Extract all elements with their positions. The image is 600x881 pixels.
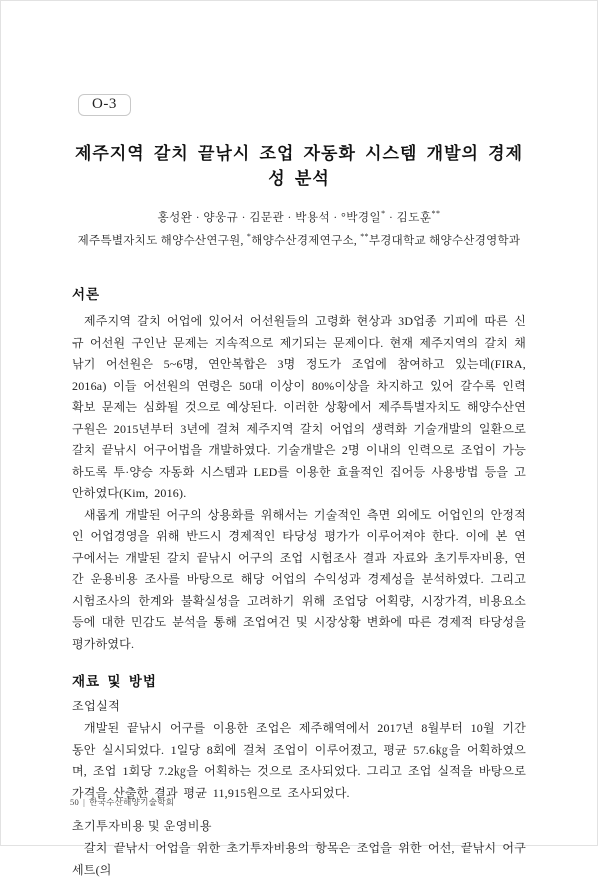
section-heading-intro: 서론 bbox=[72, 287, 101, 302]
page-content bbox=[1, 1, 597, 881]
affiliation-double-asterisk: ** bbox=[360, 232, 369, 242]
section-heading-methods: 재료 및 방법 bbox=[72, 674, 157, 689]
fishing-results-paragraph: 개발된 끝낚시 어구를 이용한 조업은 제주해역에서 2017년 8월부터 10월 기간 동안 실시되었다. 1일당 8회에 걸쳐 조업이 이루어졌고, 평균 57.6㎏을 어획하였으며, 조업 1회당 7.2㎏을 어획하는 것으로 조사되었다. 그리고 조업 실적을 바탕으로 가격을 산출한 결과 평균 11,915원으로 조사되었다. bbox=[72, 721, 526, 800]
affiliation-line bbox=[72, 232, 526, 248]
authors-line bbox=[72, 209, 526, 225]
footer-divider: | bbox=[83, 797, 86, 807]
affiliation-text-1: 제주특별자치도 해양수산연구원, bbox=[77, 235, 247, 247]
affiliation-text-2: 해양수산경제연구소, bbox=[251, 235, 361, 247]
author-double-asterisk: ** bbox=[431, 209, 441, 219]
author-asterisk: * bbox=[381, 209, 386, 219]
society-name: 한국수산해양기술학회 bbox=[89, 797, 175, 807]
affiliation-asterisk: * bbox=[246, 232, 252, 242]
presentation-code-badge: O-3 bbox=[78, 94, 131, 116]
page-number: 50 bbox=[70, 797, 80, 807]
authors-text: 홍성완 · 양웅규 · 김문관 · 박용석 · °박경일 bbox=[157, 212, 382, 224]
intro-paragraph-1: 제주지역 갈치 어업에 있어서 어선원들의 고령화 현상과 3D업종 기피에 따른 신규 어선원 구인난 문제는 지속적으로 제기되는 문제이다. 현재 제주지역의 갈치 채낚기 어선원은 5~6명, 연안복합은 3명 정도가 조업에 참여하고 있는데(FIRA, 2016a) 이들 어선원의 연령은 50대 이상이 80%이상을 차지하고 있어 갈수록 인력 확보 문제는 심화될 것으로 예상된다. 이러한 상황에서 제주특별자치도 해양수산연구원은 2015년부터 3년에 걸쳐 제주지역 갈치 어업의 생력화 기술개발의 일환으로 갈치 끝낚시 어구어법을 개발하였다. 기술개발은 2명 이내의 인력으로 조업이 가능하도록 투·양승 자동화 시스템과 LED를 이용한 효율적인 집어등 사용방법 등을 고안하였다(Kim, 2016). bbox=[72, 314, 526, 500]
costs-paragraph: 갈치 끝낚시 어업을 위한 초기투자비용의 항목은 조업을 위한 어선, 끝낚시 어구세트(의 bbox=[72, 841, 526, 877]
authors-text-2: · 김도훈 bbox=[385, 212, 432, 224]
page-footer bbox=[70, 796, 174, 808]
intro-paragraph-2: 새롭게 개발된 어구의 상용화를 위해서는 기술적인 측면 외에도 어업인의 안정적인 어업경영을 위해 반드시 경제적인 타당성 평가가 이루어져야 한다. 이에 본 연구에서는 개발된 갈치 끝낚시 어구의 조업 시험조사 결과 자료와 초기투자비용, 연간 운용비용 조사를 바탕으로 해당 어업의 수익성과 경제성을 분석하였다. 그리고 시험조사의 한계와 불확실성을 고려하기 위해 조업당 어획량, 시장가격, 비용요소 등에 대한 민감도 분석을 통해 조업여건 및 시장상황 변화에 따른 경제적 타당성을 평가하였다. bbox=[72, 507, 526, 651]
paper-title: 제주지역 갈치 끝낚시 조업 자동화 시스템 개발의 경제성 분석 bbox=[74, 144, 524, 188]
subsection-title-fishing-results: 조업실적 bbox=[72, 699, 121, 713]
affiliation-text-3: 부경대학교 해양수산경영학과 bbox=[368, 235, 521, 247]
subsection-title-costs: 초기투자비용 및 운영비용 bbox=[72, 819, 213, 833]
